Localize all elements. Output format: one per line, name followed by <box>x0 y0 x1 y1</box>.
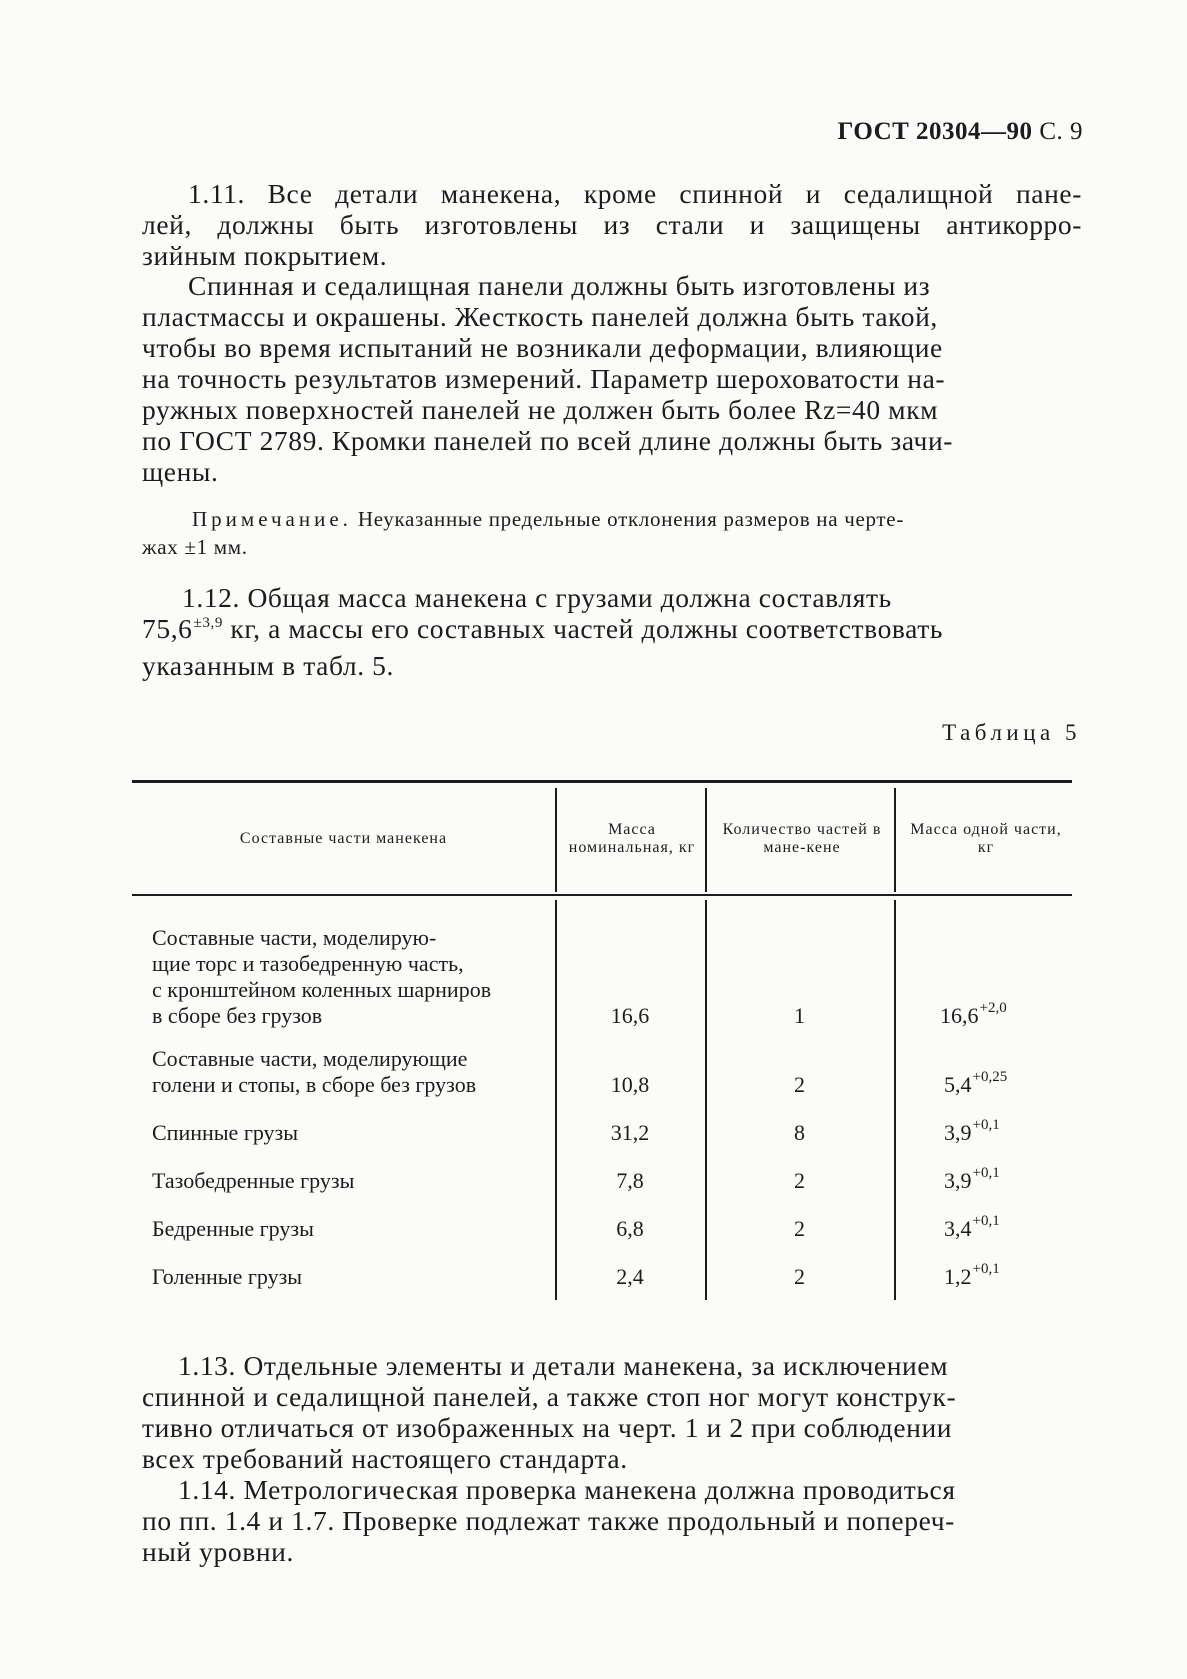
header-unit-mass: Масса одной части, кг <box>910 821 1062 856</box>
text-line: тивно отличаться от изображенных на черт. 1 и 2 при соблюдении <box>142 1412 953 1443</box>
header-divider <box>894 788 896 892</box>
row-name: Голенные грузы <box>152 1264 303 1289</box>
text-line: щены. <box>142 456 219 487</box>
note <box>142 505 1082 561</box>
unit-mass-tolerance: +0,1 <box>972 1213 1000 1229</box>
standard-code: ГОСТ 20304—90 <box>837 118 1033 145</box>
table-top-rule <box>132 780 1072 783</box>
text-line: Спинная и седалищная панели должны быть изготовлены из <box>188 270 931 301</box>
paragraph-1-12 <box>142 582 1082 681</box>
note-line-2: жах ±1 мм. <box>142 535 248 559</box>
row-mass: 31,2 <box>610 1120 650 1145</box>
header-nominal-mass: Масса номинальная, кг <box>568 821 696 856</box>
row-name: Спинные грузы <box>152 1120 299 1145</box>
row-unit-mass <box>944 1165 1084 1197</box>
row-count: 2 <box>794 1216 805 1241</box>
text-line: всех требований настоящего стандарта. <box>142 1443 628 1474</box>
paragraph-1-11 <box>142 178 1082 271</box>
text-line: 1.11. Все детали манекена, кроме спинной и седалищной пане- <box>188 178 1082 209</box>
row-unit-mass <box>944 1213 1084 1245</box>
text-line: 1.13. Отдельные элементы и детали манекена, за исключением <box>178 1350 949 1381</box>
header-parts: Составные части манекена <box>239 830 448 847</box>
unit-mass-value: 1,2 <box>944 1264 972 1289</box>
row-unit-mass <box>944 1261 1084 1293</box>
table-caption: Таблица 5 <box>942 720 1081 745</box>
unit-mass-value: 5,4 <box>944 1072 972 1097</box>
row-mass: 10,8 <box>610 1072 650 1097</box>
row-name: Составные части, моделирую- щие торс и тазобедренную часть, с кронштейном коленных шарниров в сборе без грузов <box>152 925 492 1028</box>
text-line: ный уровни. <box>142 1536 294 1567</box>
text-line: ружных поверхностей панелей не должен быть более Rz=40 мкм <box>142 394 939 425</box>
row-unit-mass <box>944 1069 1084 1101</box>
row-count: 8 <box>794 1120 805 1145</box>
paragraph-1-13 <box>142 1350 1082 1474</box>
row-unit-mass <box>940 1000 1080 1032</box>
unit-mass-tolerance: +0,1 <box>972 1117 1000 1133</box>
text-line: по пп. 1.4 и 1.7. Проверке подлежат также продольный и попереч- <box>142 1505 955 1536</box>
unit-mass-tolerance: +2,0 <box>979 1000 1007 1016</box>
total-mass-value: 75,6 <box>142 613 193 644</box>
row-count: 2 <box>794 1264 805 1289</box>
total-mass-tolerance: ±3,9 <box>193 615 223 631</box>
page-number: С. 9 <box>1039 118 1083 145</box>
text-line: на точность результатов измерений. Параметр шероховатости на- <box>142 363 946 394</box>
table-header-rule <box>132 894 1072 896</box>
row-count: 2 <box>794 1168 805 1193</box>
note-line-1 <box>192 505 1082 533</box>
row-name: Составные части, моделирующие голени и стопы, в сборе без грузов <box>152 1046 477 1097</box>
row-count: 2 <box>794 1072 805 1097</box>
unit-mass-value: 3,9 <box>944 1168 972 1193</box>
note-text: Неуказанные предельные отклонения размеров на черте- <box>357 507 905 531</box>
unit-mass-tolerance: +0,25 <box>972 1069 1008 1085</box>
row-mass: 16,6 <box>610 1003 650 1028</box>
unit-mass-value: 16,6 <box>940 1003 979 1028</box>
unit-mass-value: 3,4 <box>944 1216 972 1241</box>
row-name: Бедренные грузы <box>152 1216 314 1241</box>
row-count: 1 <box>794 1003 805 1028</box>
text-line: зийным покрытием. <box>142 240 388 271</box>
header-divider <box>705 788 707 892</box>
text-line: пластмассы и окрашены. Жесткость панелей должна быть такой, <box>142 301 938 332</box>
paragraph-panels <box>142 270 1082 487</box>
text-line: по ГОСТ 2789. Кромки панелей по всей длине должны быть зачи- <box>142 425 954 456</box>
header-count: Количество частей в мане-кене <box>722 821 882 856</box>
row-mass: 7,8 <box>616 1168 644 1193</box>
text-line: указанным в табл. 5. <box>142 650 394 681</box>
unit-mass-tolerance: +0,1 <box>972 1261 1000 1277</box>
header-divider <box>555 788 557 892</box>
note-label: Примечание. <box>192 507 352 531</box>
row-mass: 2,4 <box>616 1264 644 1289</box>
row-mass: 6,8 <box>616 1216 644 1241</box>
unit-mass-value: 3,9 <box>944 1120 972 1145</box>
mass-table <box>132 780 1072 1300</box>
text-line: 1.14. Метрологическая проверка манекена должна проводиться <box>178 1474 956 1505</box>
body-divider <box>894 900 896 1300</box>
paragraph-1-14 <box>142 1474 1082 1567</box>
row-unit-mass <box>944 1117 1084 1149</box>
row-name: Тазобедренные грузы <box>152 1168 355 1193</box>
unit-mass-tolerance: +0,1 <box>972 1165 1000 1181</box>
text-line <box>142 613 1082 650</box>
text-line: лей, должны быть изготовлены из стали и защищены антикорро- <box>142 209 1082 240</box>
text-fragment: кг, а массы его составных частей должны соответствовать <box>222 613 944 644</box>
page-header <box>838 118 1083 146</box>
text-line: чтобы во время испытаний не возникали деформации, влияющие <box>142 332 943 363</box>
text-line: 1.12. Общая масса манекена с грузами должна составлять <box>182 582 892 613</box>
text-line: спинной и седалищной панелей, а также стоп ног могут конструк- <box>142 1381 957 1412</box>
